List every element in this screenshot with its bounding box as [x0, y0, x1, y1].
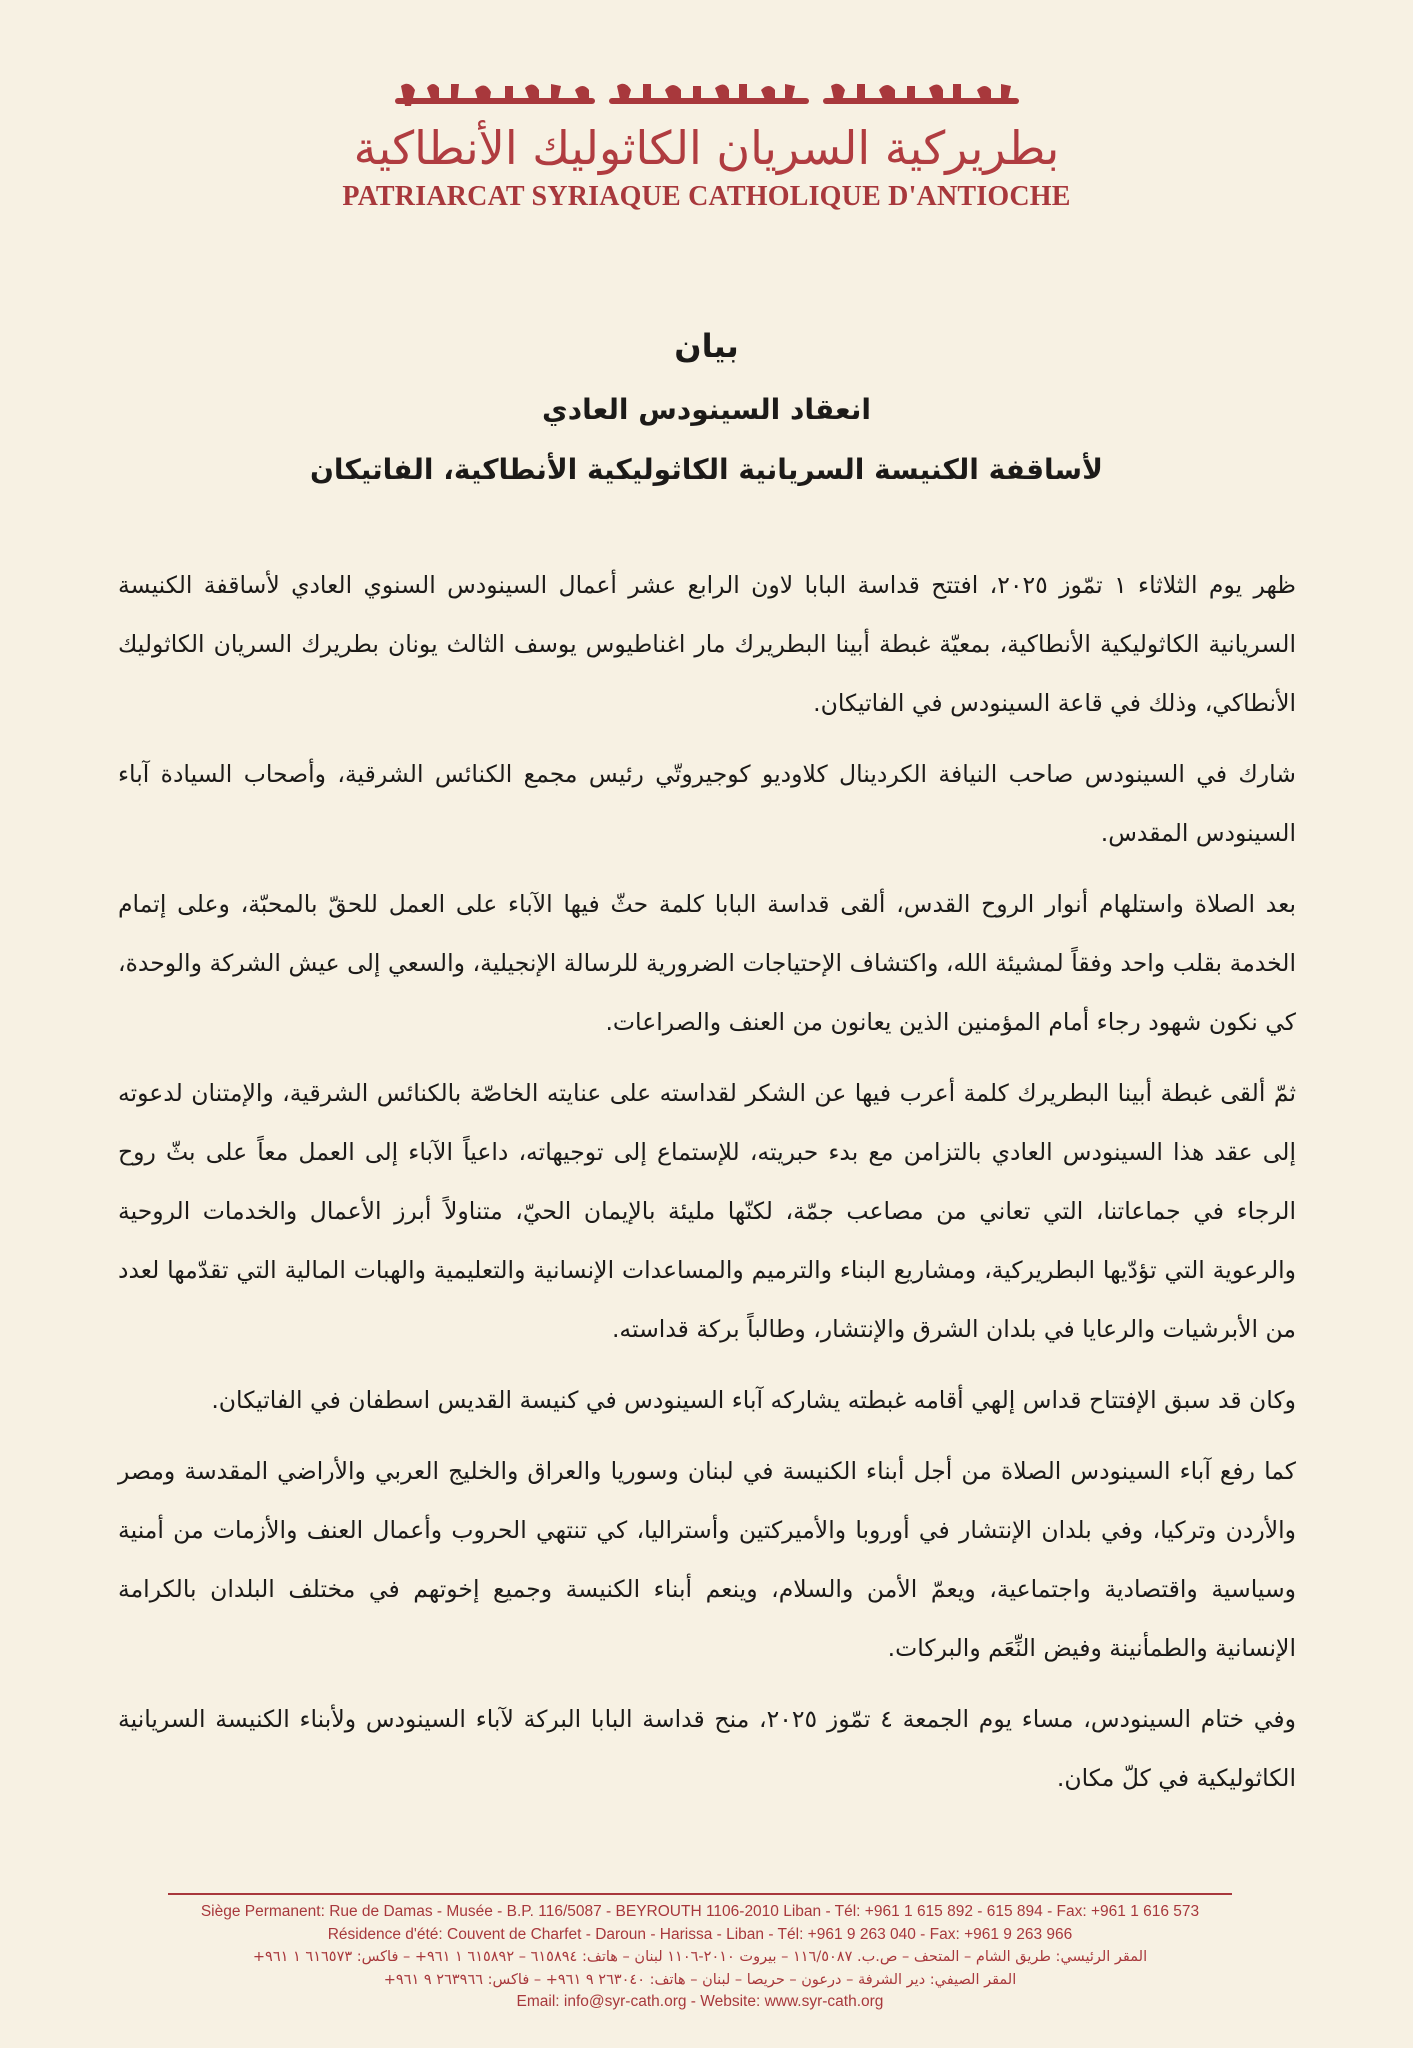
letterhead-arabic-name: بطريركية السريان الكاثوليك الأنطاكية — [353, 121, 1060, 175]
paragraph: وفي ختام السينودس، مساء يوم الجمعة ٤ تمّوز ٢٠٢٥، منح قداسة البابا البركة لآباء السينودس ولأبناء الكنيسة السريانية الكاثوليكية في كلّ مكان. — [118, 1705, 1296, 1792]
document-subtitle: انعقاد السينودس العادي — [542, 393, 871, 426]
document-title: بيان — [674, 327, 739, 365]
footer-address-line: Siège Permanent: Rue de Damas - Musée - B.P. 116/5087 - BEYROUTH 1106-2010 Liban - Tél: +961 1 615 892 - 615 894 - Fax: +961 1 616 573 — [200, 1903, 1200, 1920]
statement-body — [118, 556, 1296, 1820]
paragraph: شارك في السينودس صاحب النيافة الكردينال كلاوديو كوجيروتّي رئيس مجمع الكنائس الشرقية، وأصحاب السيادة آباء السينودس المقدس. — [118, 760, 1296, 847]
footer-divider — [168, 1893, 1232, 1895]
paragraph: كما رفع آباء السينودس الصلاة من أجل أبناء الكنيسة في لبنان وسوريا والعراق والخليج العربي والأراضي المقدسة ومصر والأردن وتركيا، وفي بلدان الإنتشار في أوروبا والأميركتين وأستراليا، كي تنتهي الحروب وأعمال العنف والأزمات من أمنية وسياسية واقتصادية واجتماعية، ويعمّ الأمن والسلام، وينعم أبناء الكنيسة وجميع إخوتهم في مختلف البلدان بالكرامة الإنسانية والطمأنينة وفيض النِّعَم والبركات. — [118, 1457, 1296, 1662]
document-subtitle-2: لأساقفة الكنيسة السريانية الكاثوليكية الأنطاكية، الفاتيكان — [310, 453, 1103, 486]
footer-contact-line[interactable]: Email: info@syr-cath.org - Website: www.syr-cath.org — [516, 1993, 884, 2010]
letterhead-french-name: PATRIARCAT SYRIAQUE CATHOLIQUE D'ANTIOCHE — [342, 181, 1071, 212]
paragraph: وكان قد سبق الإفتتاح قداس إلهي أقامه غبطته يشاركه آباء السينودس في كنيسة القديس اسطفان في الفاتيكان. — [211, 1386, 1296, 1414]
footer-arabic-residence-line: المقر الصيفي: دير الشرفة – درعون – حريصا – لبنان – هاتف: ٢٦٣٠٤٠ ٩ ٩٦١+ – فاكس: ٢٦٣٩٦٦ ٩ ٩٦١+ — [383, 1971, 1017, 1988]
letterhead — [0, 78, 1413, 214]
title-block — [0, 324, 1413, 490]
footer-arabic-address-line: المقر الرئيسي: طريق الشام – المتحف – ص.ب. ١١٦/٥٠٨٧ – بيروت ٢٠١٠-١١٠٦ لبنان – هاتف: ٦١٥٨٩٤ – ٦١٥٨٩٢ ١ ٩٦١+ – فاكس: ٦١٦٥٧٣ ١ ٩٦١+ — [252, 1949, 1148, 1965]
paragraph: ظهر يوم الثلاثاء ١ تمّوز ٢٠٢٥، افتتح قداسة البابا لاون الرابع عشر أعمال السينودس السنوي العادي لأساقفة الكنيسة السريانية الكاثوليكية الأنطاكية، بمعيّة غبطة أبينا البطريرك مار اغناطيوس يوسف الثالث يونان بطريرك السريان الكاثوليك الأنطاكي، وذلك في قاعة السينودس في الفاتيكان. — [118, 571, 1296, 717]
paragraph: بعد الصلاة واستلهام أنوار الروح القدس، ألقى قداسة البابا كلمة حثّ فيها الآباء على العمل للحقّ بالمحبّة، وعلى إتمام الخدمة بقلب واحد وفقاً لمشيئة الله، واكتشاف الإحتياجات الضرورية للرسالة الإنجيلية، والسعي إلى عيش الشركة والوحدة، كي نكون شهود رجاء أمام المؤمنين الذين يعانون من العنف والصراعات. — [118, 890, 1296, 1036]
syriac-script-image — [387, 78, 1027, 118]
footer-residence-line: Résidence d'été: Couvent de Charfet - Daroun - Harissa - Liban - Tél: +961 9 263 040 - Fax: +961 9 263 966 — [327, 1925, 1073, 1943]
syriac-letterhead-logo — [387, 78, 1027, 118]
footer — [150, 1901, 1250, 2014]
paragraph: ثمّ ألقى غبطة أبينا البطريرك كلمة أعرب فيها عن الشكر لقداسته على عنايته الخاصّة بالكنائس الشرقية، والإمتنان لدعوته إلى عقد هذا السينودس العادي بالتزامن مع بدء حبريته، للإستماع إلى توجيهاته، داعياً الآباء إلى العمل معاً على بثّ روح الرجاء في جماعاتنا، التي تعاني من مصاعب جمّة، لكنّها مليئة بالإيمان الحيّ، متناولاً أبرز الأعمال والخدمات الروحية والرعوية التي تؤدّيها البطريركية، ومشاريع البناء والترميم والمساعدات الإنسانية والتعليمية والهبات المالية التي تقدّمها لعدد من الأبرشيات والرعايا في بلدان الشرق والإنتشار، وطالباً بركة قداسته. — [118, 1079, 1296, 1343]
